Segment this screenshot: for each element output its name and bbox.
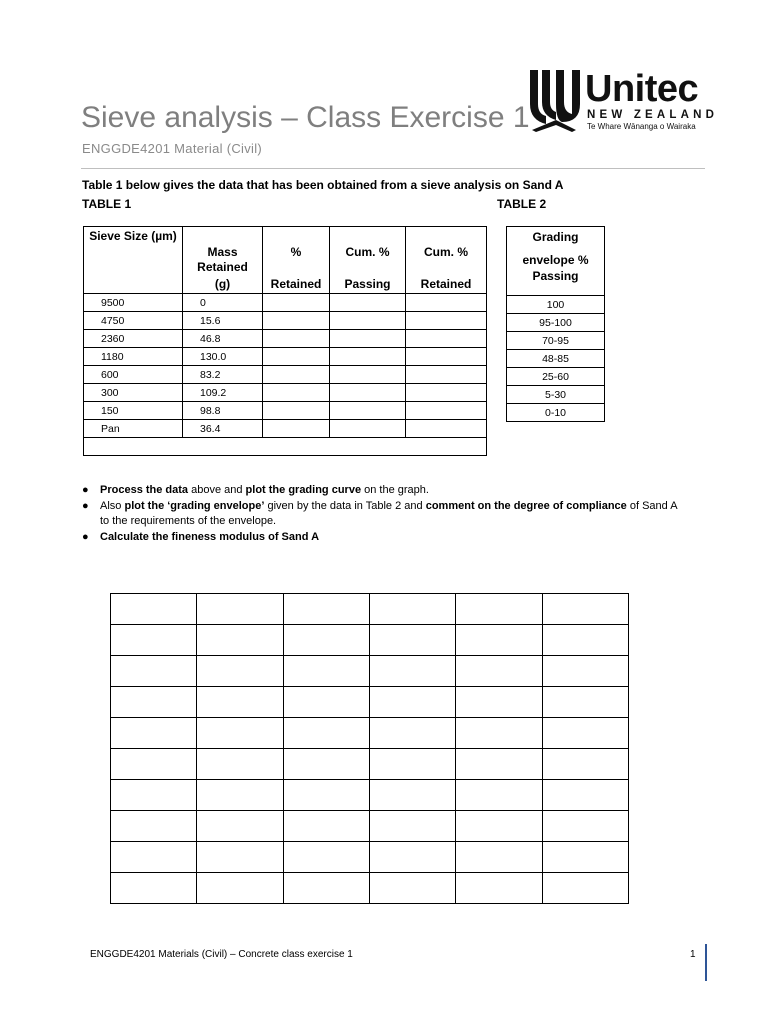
cell-sieve: 2360 (84, 330, 183, 348)
logo-country: NEW ZEALAND (587, 109, 719, 121)
grid-cell (197, 687, 283, 718)
grid-row (111, 594, 629, 625)
header-sieve-size: Sieve Size (µm) (84, 227, 183, 294)
grid-cell (111, 749, 197, 780)
grid-cell (542, 594, 628, 625)
grid-cell (283, 749, 369, 780)
grid-cell (456, 594, 542, 625)
grading-envelope-table (506, 226, 605, 422)
cell-sieve: 4750 (84, 312, 183, 330)
bullet-icon: ● (82, 484, 89, 496)
grid-cell (369, 749, 455, 780)
grid-cell (283, 687, 369, 718)
cell-sieve: 1180 (84, 348, 183, 366)
table-row (84, 384, 487, 402)
grid-cell (456, 687, 542, 718)
grid-row (111, 625, 629, 656)
table-row: 70-95 (507, 332, 605, 350)
table-row: 100 (507, 296, 605, 314)
page-number: 1 (690, 949, 696, 960)
table-header-row (507, 227, 605, 296)
grid-row (111, 656, 629, 687)
cell-mass: 109.2 (183, 384, 263, 402)
cell-empty (263, 312, 330, 330)
cell-mass: 83.2 (183, 366, 263, 384)
cell-mass: 46.8 (183, 330, 263, 348)
grid-cell (197, 842, 283, 873)
cell-empty (406, 348, 487, 366)
cell-mass: 36.4 (183, 420, 263, 438)
cell-empty (330, 330, 406, 348)
grid-cell (542, 718, 628, 749)
grid-cell (197, 780, 283, 811)
sieve-data-table (83, 226, 487, 456)
cell-sieve: Pan (84, 420, 183, 438)
cell-sieve: 9500 (84, 294, 183, 312)
header-percent-retained: % Retained (263, 227, 330, 294)
grid-cell (456, 718, 542, 749)
grid-cell (456, 749, 542, 780)
grid-cell (542, 687, 628, 718)
table-row: 48-85 (507, 350, 605, 368)
grid-cell (197, 873, 283, 904)
grid-cell (542, 780, 628, 811)
grid-cell (456, 811, 542, 842)
bullet-icon: ● (82, 531, 89, 543)
grid-cell (111, 594, 197, 625)
header-divider (81, 168, 705, 169)
table2-label: TABLE 2 (497, 197, 547, 211)
cell-sieve: 300 (84, 384, 183, 402)
table-row (84, 312, 487, 330)
table-header-row (84, 227, 487, 294)
header-cum-passing: Cum. % Passing (330, 227, 406, 294)
grid-cell (542, 811, 628, 842)
header-mass-retained: Mass Retained (g) (183, 227, 263, 294)
grid-cell (283, 780, 369, 811)
grid-cell (197, 811, 283, 842)
footer-text: ENGGDE4201 Materials (Civil) – Concrete class exercise 1 (90, 949, 353, 960)
grid-cell (111, 687, 197, 718)
grid-cell (283, 811, 369, 842)
cell-empty (406, 312, 487, 330)
grid-cell (369, 780, 455, 811)
table-row (84, 348, 487, 366)
cell-mass: 15.6 (183, 312, 263, 330)
unitec-emblem-icon (526, 62, 582, 136)
cell-mass: 98.8 (183, 402, 263, 420)
list-item: ● Calculate the fineness modulus of Sand A (82, 531, 320, 543)
grid-cell (456, 625, 542, 656)
logo-wordmark: Unitec (585, 68, 699, 110)
table-total-row (84, 438, 487, 456)
grid-cell (542, 625, 628, 656)
list-item: ● Also plot the ‘grading envelope’ given by the data in Table 2 and comment on the degree of compliance of Sand A to the requirements of the envelope. (82, 500, 677, 527)
cell-empty (406, 420, 487, 438)
grid-cell (369, 656, 455, 687)
table-row (84, 420, 487, 438)
grid-row (111, 842, 629, 873)
cell-empty (406, 294, 487, 312)
table-row: 25-60 (507, 368, 605, 386)
cell-empty (406, 384, 487, 402)
bullet-icon: ● (82, 500, 89, 512)
grid-cell (369, 873, 455, 904)
cell-sieve: 150 (84, 402, 183, 420)
grid-cell (542, 749, 628, 780)
cell-empty (330, 348, 406, 366)
page-accent-bar (705, 944, 707, 981)
cell-empty (330, 384, 406, 402)
cell-empty (406, 402, 487, 420)
cell-sieve: 600 (84, 366, 183, 384)
grid-cell (111, 625, 197, 656)
grid-cell (542, 656, 628, 687)
grid-cell (197, 594, 283, 625)
grid-cell (197, 625, 283, 656)
table-row (84, 330, 487, 348)
grid-cell (456, 656, 542, 687)
cell-empty (263, 348, 330, 366)
grid-cell (369, 842, 455, 873)
grid-cell (111, 656, 197, 687)
grid-row (111, 811, 629, 842)
cell-empty (263, 294, 330, 312)
cell-empty (406, 330, 487, 348)
page-subtitle: ENGGDE4201 Material (Civil) (82, 141, 263, 156)
header-grading-envelope: Grading envelope % Passing (507, 227, 605, 296)
list-item: ● Process the data above and plot the grading curve on the graph. (82, 484, 429, 496)
grid-cell (111, 718, 197, 749)
grid-cell (283, 873, 369, 904)
grid-cell (369, 811, 455, 842)
grid-cell (111, 873, 197, 904)
grid-cell (456, 873, 542, 904)
cell-empty (84, 438, 487, 456)
table-row (84, 366, 487, 384)
table-row (84, 402, 487, 420)
cell-empty (330, 312, 406, 330)
cell-empty (263, 402, 330, 420)
cell-empty (330, 402, 406, 420)
grid-cell (283, 656, 369, 687)
cell-empty (406, 366, 487, 384)
grid-cell (369, 718, 455, 749)
grid-cell (283, 718, 369, 749)
grid-cell (197, 718, 283, 749)
cell-empty (263, 330, 330, 348)
page-title: Sieve analysis – Class Exercise 1 (81, 101, 530, 134)
grid-cell (283, 594, 369, 625)
cell-empty (330, 420, 406, 438)
cell-empty (263, 384, 330, 402)
grid-cell (197, 656, 283, 687)
grid-cell (111, 811, 197, 842)
grid-cell (542, 842, 628, 873)
grid-cell (111, 780, 197, 811)
table-row (84, 294, 487, 312)
cell-empty (263, 366, 330, 384)
grid-cell (283, 625, 369, 656)
grid-row (111, 873, 629, 904)
header-cum-retained: Cum. % Retained (406, 227, 487, 294)
grid-row (111, 749, 629, 780)
intro-text: Table 1 below gives the data that has been obtained from a sieve analysis on Sand A (82, 178, 564, 192)
instruction-list (82, 483, 682, 546)
table1-label: TABLE 1 (82, 197, 132, 211)
cell-empty (263, 420, 330, 438)
table-row: 95-100 (507, 314, 605, 332)
table-row: 5-30 (507, 386, 605, 404)
cell-mass: 130.0 (183, 348, 263, 366)
grid-cell (283, 842, 369, 873)
cell-empty (330, 366, 406, 384)
grid-cell (369, 687, 455, 718)
graph-grid (110, 593, 629, 904)
grid-cell (111, 842, 197, 873)
grid-row (111, 687, 629, 718)
cell-empty (330, 294, 406, 312)
unitec-logo (526, 62, 719, 136)
grid-row (111, 780, 629, 811)
grid-cell (197, 749, 283, 780)
grid-row (111, 718, 629, 749)
logo-maori-name: Te Whare Wānanga o Wairaka (587, 122, 696, 131)
grid-cell (369, 594, 455, 625)
table-row: 0-10 (507, 404, 605, 422)
grid-cell (456, 842, 542, 873)
grid-cell (542, 873, 628, 904)
grid-cell (456, 780, 542, 811)
grid-cell (369, 625, 455, 656)
cell-mass: 0 (183, 294, 263, 312)
